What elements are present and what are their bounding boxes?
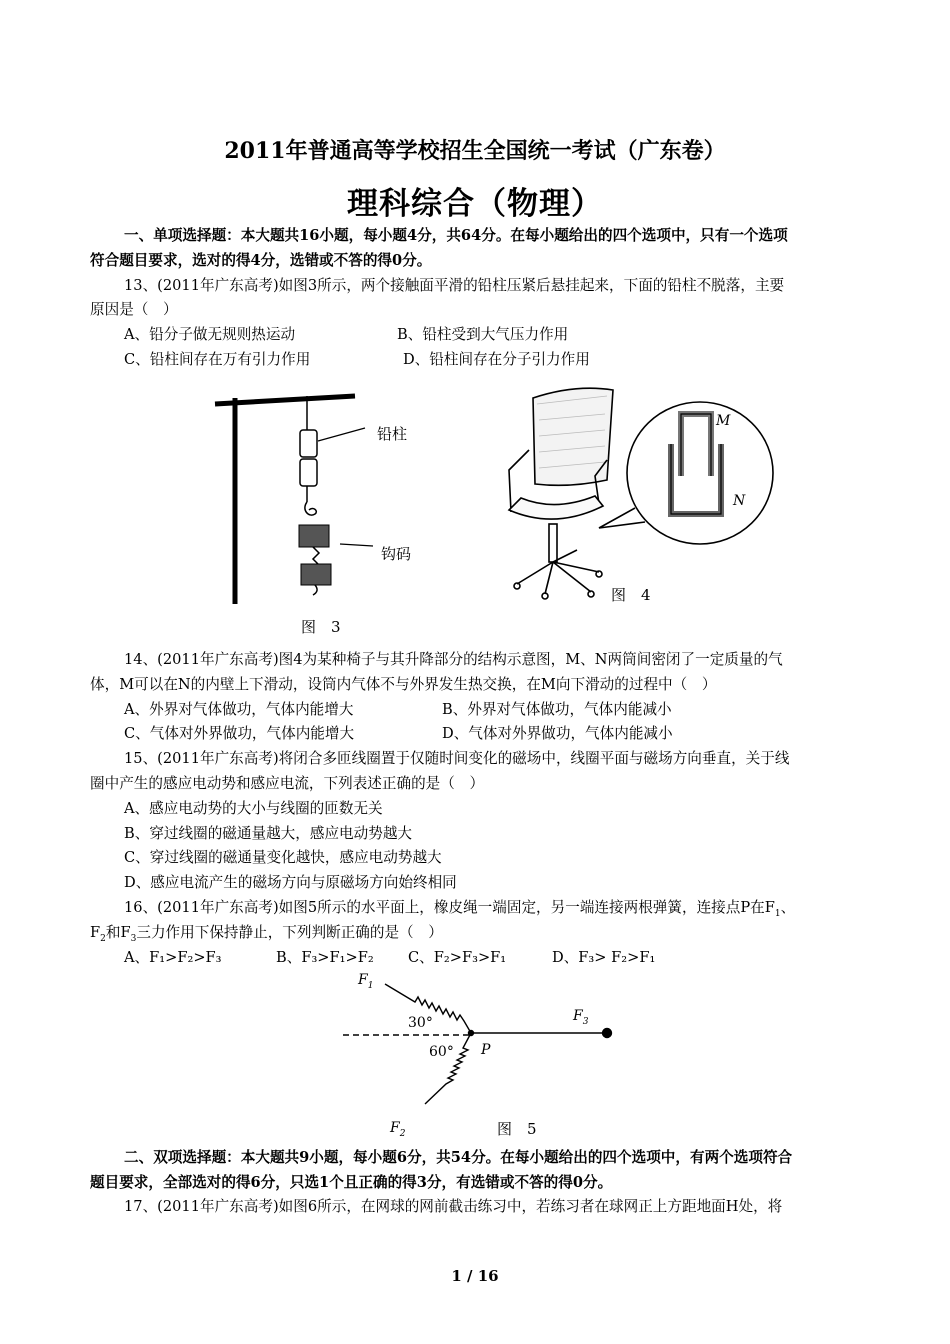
q16-option-a: A、F₁>F₂>F₃: [124, 949, 222, 966]
q13-option-d: D、铅柱间存在分子引力作用: [403, 351, 590, 368]
fig5-f1-label: $F_1$: [358, 972, 374, 991]
q14-option-b: B、外界对气体做功，气体内能减小: [442, 701, 672, 718]
q13-option-b: B、铅柱受到大气压力作用: [397, 326, 569, 343]
q15-option-d: D、感应电流产生的磁场方向与原磁场方向始终相同: [124, 874, 457, 891]
q15-option-c: C、穿过线圈的磁通量变化越快，感应电动势越大: [124, 849, 442, 866]
figure-3-lead-cylinders: [205, 378, 445, 610]
fig4-n-label: N: [733, 493, 746, 509]
q14-option-d: D、气体对外界做功，气体内能减小: [442, 725, 673, 742]
q15-option-a: A、感应电动势的大小与线圈的匝数无关: [124, 800, 383, 817]
figure-5-force-diagram: [335, 972, 625, 1132]
subject-title: 理科综合（物理）: [347, 186, 603, 222]
fig5-angle-30: 30°: [408, 1015, 433, 1031]
q16-stem-2: $F_2$和$F_3$三力作用下保持静止，下列判断正确的是（ ）: [90, 924, 443, 944]
section1-instruction-2: 符合题目要求，选对的得4分，选错或不答的得0分。: [90, 252, 432, 269]
q15-option-b: B、穿过线圈的磁通量越大，感应电动势越大: [124, 825, 413, 842]
fig3-caption: 图 3: [301, 618, 341, 636]
fig3-weight-label: 钩码: [381, 545, 412, 563]
q13-stem-1: 13、(2011年广东高考)如图3所示，两个接触面平滑的铅柱压紧后悬挂起来，下面的铅柱不脱落，主要: [124, 277, 785, 294]
exam-title: 2011年普通高等学校招生全国统一考试（广东卷）: [224, 138, 726, 164]
q17-stem-1: 17、(2011年广东高考)如图6所示，在网球的网前截击练习中，若练习者在球网正上方距地面H处，将: [124, 1198, 783, 1215]
q13-option-c: C、铅柱间存在万有引力作用: [124, 351, 311, 368]
q15-stem-2: 圈中产生的感应电动势和感应电流，下列表述正确的是（ ）: [90, 775, 485, 792]
q14-option-a: A、外界对气体做功，气体内能增大: [124, 701, 354, 718]
fig4-m-label: M: [716, 413, 731, 429]
q16-option-b: B、F₃>F₁>F₂: [276, 949, 374, 966]
fig4-caption: 图 4: [611, 586, 651, 604]
fig5-angle-60: 60°: [429, 1044, 454, 1060]
q16-stem-1: 16、(2011年广东高考)如图5所示的水平面上，橡皮绳一端固定，另一端连接两根弹簧，连接点P在$F_1$、: [124, 899, 796, 919]
q13-stem-2: 原因是（ ）: [90, 301, 178, 318]
section1-instruction-1: 一、单项选择题：本大题共16小题，每小题4分，共64分。在每小题给出的四个选项中，只有一个选项: [124, 227, 788, 244]
page-number: 1 / 16: [451, 1267, 499, 1285]
q16-option-d: D、F₃> F₂>F₁: [552, 949, 656, 966]
q14-option-c: C、气体对外界做功，气体内能增大: [124, 725, 355, 742]
q14-stem-1: 14、(2011年广东高考)图4为某种椅子与其升降部分的结构示意图，M、N两筒间密闭了一定质量的气: [124, 651, 783, 668]
fig5-caption: 图 5: [497, 1120, 537, 1138]
q16-option-c: C、F₂>F₃>F₁: [408, 949, 507, 966]
section2-instruction-1: 二、双项选择题：本大题共9小题，每小题6分，共54分。在每小题给出的四个选项中，有两个选项符合: [124, 1149, 793, 1166]
q15-stem-1: 15、(2011年广东高考)将闭合多匝线圈置于仅随时间变化的磁场中，线圈平面与磁场方向垂直，关于线: [124, 750, 790, 767]
q13-option-a: A、铅分子做无规则热运动: [124, 326, 296, 343]
fig5-point-p: P: [481, 1042, 491, 1058]
section2-instruction-2: 题目要求，全部选对的得6分，只选1个且正确的得3分，有选错或不答的得0分。: [90, 1174, 613, 1191]
fig3-lead-label: 铅柱: [377, 425, 408, 443]
fig5-f2-label: $F_2$: [390, 1120, 406, 1139]
fig5-f3-label: $F_3$: [573, 1008, 589, 1027]
q14-stem-2: 体，M可以在N的内壁上下滑动，设筒内气体不与外界发生热交换，在M向下滑动的过程中（ ）: [90, 676, 717, 693]
